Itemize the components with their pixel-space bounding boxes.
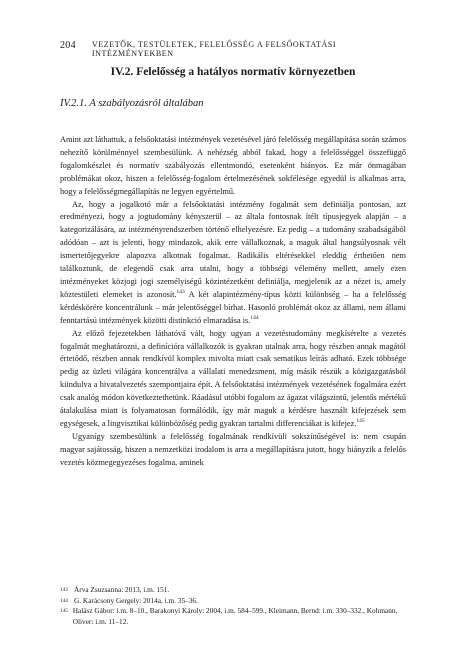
body-text <box>60 134 406 470</box>
paragraph-3-text: Az előző fejezetekben láthatóvá vált, hogy ugyan a vezetéstudomány megkísérelte a vezetés fogalmát meghatározni, a definícióra vállalkozók is gyakran utalnak arra, hogy részben annak magától értetődő, részben annak rendkívül komplex mivolta miatt csak sematikus leírás adható. Ezek többsége pedig az üzleti világára koncentrálva a vállalati menedzsment, míg másik részük a közigazgatásból kiindulva a hivatalvezetés szempontjaira épít. A felsőoktatási intézmények vezetésének fogalmára ezért csak analóg módon következtethetünk. Ráadásul utóbbi fogalom az ágazat világszintű, jelentős mértékű átalakulása miatt is folyamatosan formálódik, így már maguk a kérdésre használt kifejezések sem egységesek, a lingvisztikai különbözőség pedig gyakran tartalmi differenciákat is kifejez. <box>60 328 406 428</box>
footnote-ref-144[interactable]: 144 <box>250 314 259 321</box>
footnote-number: 144 <box>60 597 68 604</box>
running-header <box>60 40 406 58</box>
paragraph-4 <box>60 431 406 470</box>
footnote-ref-145[interactable]: 145 <box>356 418 365 425</box>
footnote-text: Halász Gábor: i.m. 8–10., Barakonyi Károly: 2004, i.m. 584–599., Kleimann, Bernd: i.m. 330–332., Kohmann, Oliver: i.m. 11–12. <box>72 606 398 626</box>
footnote-ref-143[interactable]: 143 <box>176 289 185 296</box>
paragraph-3 <box>60 328 406 431</box>
footnote-text: G. Karácsony Gergely: 2014a, i.m. 35–36. <box>74 595 198 605</box>
paragraph-4-text: Ugyanígy szembesülünk a felelősség fogalmának rendkívüli sokszínűségével is: nem csupán magyar sajátosság, hiszen a nemzetközi irodalom is arra a megállapításra jutott, hogy hiányzik a felelős vezetés közmegegyezéses fogalma, aminek <box>60 431 406 467</box>
footnote-143 <box>60 585 406 596</box>
paragraph-2-text: Az, hogy a jogalkotó már a felsőoktatási intézmény fogalmát sem definiálja pontosan, azt eredményezi, hogy a jogtudomány kényszerül – az általa fontosnak ítélt típusjegyek alapján – a kategorizálására, az intézményrendszerben történő elhelyezésre. Ez pedig – a tudomány szabadságából adódóan – azt is jelenti, hogy mindazok, akik erre vállalkoznak, a maguk által hangsúlyosnak vélt ismertetőjegyekre alapozva alkotnak fogalmat. Radikális eltérésekkel eleddig érthetően nem találkoztunk, de elegendő csak arra utalni, hogy a többségi vélemény mellett, amely ezen intézményeket közjogi jogi személyiségű közintézetként definiálja, megjelenik az a nézet is, amely köztestületi elemeket is azonosít. <box>60 199 406 299</box>
chapter-title: IV.2. Felelősség a hatályos normatív környezetben <box>110 66 356 78</box>
footnote-number: 145 <box>60 608 68 614</box>
running-title: VEZETŐK, TESTÜLETEK, FELELŐSSÉG A FELSŐOKTATÁSI INTÉZMÉNYEKBEN <box>91 40 337 58</box>
footnote-145 <box>60 606 406 627</box>
paragraph-1 <box>60 134 406 199</box>
paragraph-1-text: Amint azt láthattuk, a felsőoktatási intézmények vezetésével járó felelősség megállapítása során számos nehezítő körülménnyel szembesülünk. A nehézség abból fakad, hogy a felelősséggel összefüggő fogalomkészlet és normatív szabályozás ellentmondó, esetenként hiányos. Ez már önmagában problémákat okoz, hiszen a felelősség-fogalom értelmezésének sokfélesége egyedül is alkalmas arra, hogy a felelősségmegállapítás ne legyen egyértelmű. <box>60 135 406 196</box>
footnotes <box>60 585 406 627</box>
footnote-144 <box>60 596 406 607</box>
footnote-text: Árva Zsuzsanna: 2013, i.m. 151. <box>74 585 170 594</box>
paragraph-2 <box>60 199 406 328</box>
section-title: IV.2.1. A szabályozásról általában <box>60 98 204 109</box>
paragraph-2-tail: A két alapintézmény-típus közti különbség – ha a felelősség kérdéskörére koncentrálunk – már jelentőséggel bírhat. Hasonló problémát okoz az állami, nem állami fenntartású intézmények közötti distinkció elmaradása is. <box>60 289 406 325</box>
page-number: 204 <box>60 40 76 51</box>
footnote-number: 143 <box>60 587 68 593</box>
